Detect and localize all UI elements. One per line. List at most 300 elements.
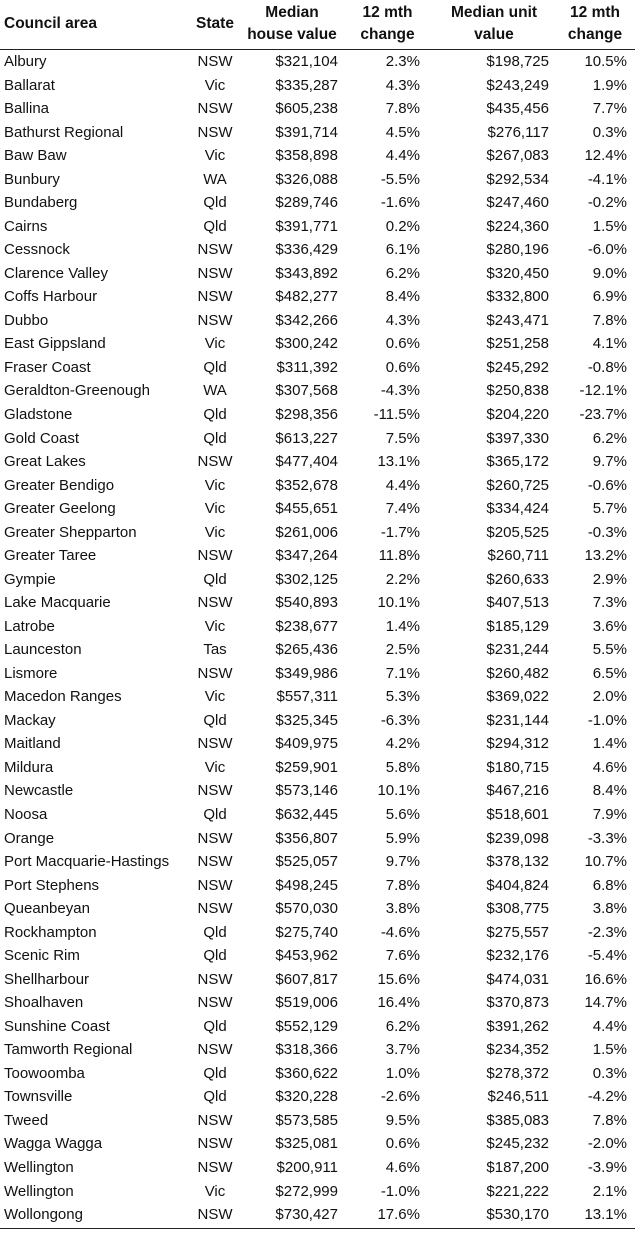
header-unit-12mth-change xyxy=(555,0,635,48)
cell-state: NSW xyxy=(197,1206,233,1224)
cell-median-unit-value: $243,471 xyxy=(486,311,549,329)
cell-unit-change: 3.6% xyxy=(592,617,627,635)
cell-state: Qld xyxy=(203,923,227,941)
cell-median-unit-value: $378,132 xyxy=(486,853,549,871)
cell-median-house-value: $336,429 xyxy=(275,241,338,259)
cell-state: NSW xyxy=(197,782,233,800)
cell-state: NSW xyxy=(197,288,233,306)
cell-median-unit-value: $391,262 xyxy=(486,1017,549,1035)
cell-council-area: Geraldton-Greenough xyxy=(4,382,150,400)
cell-house-change: 6.1% xyxy=(385,241,420,259)
cell-house-change: 0.6% xyxy=(385,1135,420,1153)
table-row xyxy=(0,779,635,803)
cell-house-change: -5.5% xyxy=(380,170,420,188)
cell-council-area: Sunshine Coast xyxy=(4,1017,110,1035)
cell-state: NSW xyxy=(197,241,233,259)
cell-median-unit-value: $234,352 xyxy=(486,1041,549,1059)
cell-unit-change: -23.7% xyxy=(579,405,627,423)
cell-house-change: 13.1% xyxy=(377,453,420,471)
table-row xyxy=(0,921,635,945)
cell-median-house-value: $632,445 xyxy=(275,806,338,823)
cell-state: WA xyxy=(203,170,227,188)
cell-council-area: Wellington xyxy=(4,1158,74,1176)
table-body xyxy=(0,50,635,1227)
table-row xyxy=(0,850,635,874)
table-row xyxy=(0,944,635,968)
cell-unit-change: 7.8% xyxy=(592,311,627,329)
cell-unit-change: -0.3% xyxy=(587,523,627,541)
cell-house-change: 5.9% xyxy=(385,829,420,847)
cell-state: Qld xyxy=(203,1064,227,1082)
cell-state: Qld xyxy=(203,358,227,376)
cell-unit-change: 16.6% xyxy=(584,970,627,988)
cell-state: NSW xyxy=(197,594,233,612)
cell-house-change: -4.6% xyxy=(380,923,420,941)
cell-median-unit-value: $260,633 xyxy=(486,570,549,588)
table-row xyxy=(0,1015,635,1039)
cell-unit-change: -0.6% xyxy=(587,476,627,494)
cell-median-house-value: $455,651 xyxy=(275,500,338,518)
cell-state: NSW xyxy=(197,264,233,282)
table-row xyxy=(0,285,635,309)
cell-median-house-value: $607,817 xyxy=(275,970,338,988)
cell-state: Vic xyxy=(204,500,226,518)
table-row xyxy=(0,474,635,498)
cell-house-change: 5.6% xyxy=(385,806,420,823)
table-row xyxy=(0,897,635,921)
cell-council-area: Bundaberg xyxy=(4,194,78,212)
cell-state: NSW xyxy=(197,853,233,871)
cell-median-unit-value: $332,800 xyxy=(486,288,549,306)
cell-unit-change: 1.5% xyxy=(592,217,627,235)
cell-house-change: 7.8% xyxy=(385,876,420,894)
table-row xyxy=(0,121,635,145)
cell-median-unit-value: $280,196 xyxy=(486,241,549,259)
cell-median-unit-value: $231,244 xyxy=(486,641,549,659)
cell-unit-change: 8.4% xyxy=(592,782,627,800)
cell-median-unit-value: $370,873 xyxy=(486,994,549,1012)
cell-median-house-value: $311,392 xyxy=(276,358,338,376)
cell-state: NSW xyxy=(197,453,233,471)
cell-council-area: Baw Baw xyxy=(4,147,67,165)
table-row xyxy=(0,191,635,215)
cell-state: Vic xyxy=(204,76,226,94)
cell-house-change: 0.6% xyxy=(385,358,420,376)
cell-median-house-value: $552,129 xyxy=(275,1017,338,1035)
cell-council-area: Great Lakes xyxy=(4,453,86,471)
cell-house-change: 7.5% xyxy=(385,429,420,447)
cell-unit-change: 6.8% xyxy=(592,876,627,894)
cell-median-house-value: $605,238 xyxy=(275,100,338,118)
table-row xyxy=(0,309,635,333)
table-row xyxy=(0,144,635,168)
cell-council-area: Newcastle xyxy=(4,782,74,800)
table-row xyxy=(0,1132,635,1156)
cell-unit-change: 6.9% xyxy=(592,288,627,306)
cell-median-house-value: $238,677 xyxy=(275,617,338,635)
cell-house-change: 6.2% xyxy=(385,264,420,282)
table-row xyxy=(0,379,635,403)
table-row xyxy=(0,521,635,545)
cell-council-area: Bunbury xyxy=(4,170,60,188)
cell-median-house-value: $557,311 xyxy=(276,688,338,706)
cell-state: Qld xyxy=(203,194,227,212)
cell-median-house-value: $343,892 xyxy=(275,264,338,282)
cell-council-area: Townsville xyxy=(4,1088,73,1106)
cell-median-house-value: $298,356 xyxy=(275,405,338,423)
cell-median-house-value: $540,893 xyxy=(275,594,338,612)
cell-median-unit-value: $245,292 xyxy=(486,358,549,376)
cell-median-house-value: $352,678 xyxy=(275,476,338,494)
header-median-unit-value-line1: Median unit xyxy=(450,4,538,21)
cell-council-area: Orange xyxy=(4,829,55,847)
cell-median-unit-value: $369,022 xyxy=(486,688,549,706)
cell-median-house-value: $409,975 xyxy=(275,735,338,753)
cell-median-house-value: $318,366 xyxy=(275,1041,338,1059)
table-row xyxy=(0,74,635,98)
cell-unit-change: -5.4% xyxy=(587,947,627,965)
cell-council-area: Fraser Coast xyxy=(4,358,91,376)
header-state xyxy=(190,0,240,48)
cell-unit-change: 2.9% xyxy=(592,570,627,588)
cell-unit-change: 0.3% xyxy=(592,1064,627,1082)
cell-median-unit-value: $278,372 xyxy=(486,1064,549,1082)
cell-council-area: Wellington xyxy=(4,1182,74,1200)
cell-unit-change: 2.1% xyxy=(592,1182,627,1200)
cell-council-area: Gladstone xyxy=(4,405,73,423)
cell-median-unit-value: $185,129 xyxy=(486,617,549,635)
cell-council-area: Lismore xyxy=(4,664,58,682)
cell-council-area: Tweed xyxy=(4,1111,49,1129)
cell-house-change: 6.2% xyxy=(385,1017,420,1035)
cell-median-house-value: $356,807 xyxy=(275,829,338,847)
cell-median-unit-value: $198,725 xyxy=(486,53,549,70)
table-row xyxy=(0,1062,635,1086)
cell-median-unit-value: $294,312 xyxy=(486,735,549,753)
cell-council-area: Dubbo xyxy=(4,311,49,329)
cell-unit-change: -0.8% xyxy=(587,358,627,376)
cell-median-unit-value: $474,031 xyxy=(486,970,549,988)
cell-median-unit-value: $407,513 xyxy=(486,594,549,612)
cell-house-change: -1.6% xyxy=(380,194,420,212)
cell-unit-change: -6.0% xyxy=(587,241,627,259)
cell-council-area: Toowoomba xyxy=(4,1064,85,1082)
cell-house-change: 9.5% xyxy=(385,1111,420,1129)
cell-median-unit-value: $404,824 xyxy=(486,876,549,894)
cell-house-change: 1.0% xyxy=(385,1064,420,1082)
table-row xyxy=(0,97,635,121)
cell-unit-change: 13.2% xyxy=(584,547,627,565)
cell-median-house-value: $349,986 xyxy=(275,664,338,682)
cell-state: Vic xyxy=(204,147,226,165)
cell-state: NSW xyxy=(197,100,233,118)
table-row xyxy=(0,168,635,192)
cell-state: Qld xyxy=(203,711,227,729)
cell-unit-change: 7.7% xyxy=(592,100,627,118)
cell-house-change: 5.3% xyxy=(385,688,420,706)
cell-median-house-value: $326,088 xyxy=(275,170,338,188)
cell-council-area: Port Stephens xyxy=(4,876,100,894)
cell-median-house-value: $302,125 xyxy=(275,570,338,588)
cell-house-change: 10.1% xyxy=(377,594,420,612)
cell-council-area: Shoalhaven xyxy=(4,994,84,1012)
cell-unit-change: 4.6% xyxy=(592,758,627,776)
table-row xyxy=(0,756,635,780)
cell-median-unit-value: $530,170 xyxy=(486,1206,549,1224)
cell-council-area: Mildura xyxy=(4,758,54,776)
header-state-text: State xyxy=(196,15,234,32)
cell-median-house-value: $325,345 xyxy=(275,711,338,729)
cell-state: NSW xyxy=(197,1111,233,1129)
cell-unit-change: 1.4% xyxy=(592,735,627,753)
cell-median-unit-value: $320,450 xyxy=(486,264,549,282)
cell-council-area: Greater Bendigo xyxy=(4,476,115,494)
table-row xyxy=(0,332,635,356)
table-row xyxy=(0,50,635,74)
cell-median-unit-value: $435,456 xyxy=(486,100,549,118)
cell-median-unit-value: $232,176 xyxy=(486,947,549,965)
cell-state: NSW xyxy=(197,664,233,682)
cell-unit-change: -0.2% xyxy=(587,194,627,212)
header-median-house-value-line2: house value xyxy=(247,26,337,43)
cell-council-area: Coffs Harbour xyxy=(4,288,98,306)
cell-house-change: 7.8% xyxy=(385,100,420,118)
cell-median-house-value: $335,287 xyxy=(275,76,338,94)
cell-house-change: 2.2% xyxy=(385,570,420,588)
cell-state: Qld xyxy=(203,429,227,447)
cell-state: Qld xyxy=(203,217,227,235)
cell-unit-change: 6.5% xyxy=(592,664,627,682)
cell-median-house-value: $259,901 xyxy=(275,758,338,776)
cell-median-house-value: $325,081 xyxy=(275,1135,338,1153)
cell-council-area: Cessnock xyxy=(4,241,70,259)
cell-council-area: Macedon Ranges xyxy=(4,688,122,706)
cell-council-area: Shellharbour xyxy=(4,970,90,988)
cell-house-change: 11.8% xyxy=(378,547,420,565)
header-council-area xyxy=(4,0,184,48)
cell-median-house-value: $573,146 xyxy=(275,782,338,800)
cell-council-area: Port Macquarie-Hastings xyxy=(4,853,170,871)
cell-unit-change: 2.0% xyxy=(592,688,627,706)
cell-unit-change: 1.5% xyxy=(592,1041,627,1059)
cell-median-house-value: $265,436 xyxy=(275,641,338,659)
cell-house-change: 4.5% xyxy=(385,123,420,141)
table-row xyxy=(0,497,635,521)
cell-state: Vic xyxy=(204,476,226,494)
cell-unit-change: -3.3% xyxy=(587,829,627,847)
table-row xyxy=(0,732,635,756)
table-row xyxy=(0,403,635,427)
cell-unit-change: 9.7% xyxy=(592,453,627,471)
cell-state: Qld xyxy=(203,806,227,823)
table-row xyxy=(0,662,635,686)
cell-council-area: Greater Geelong xyxy=(4,500,116,518)
cell-state: NSW xyxy=(197,53,233,70)
cell-unit-change: 5.7% xyxy=(592,500,627,518)
cell-house-change: 2.5% xyxy=(385,641,420,659)
cell-council-area: Greater Shepparton xyxy=(4,523,137,541)
cell-state: Qld xyxy=(203,405,227,423)
cell-median-unit-value: $205,525 xyxy=(486,523,549,541)
table-row xyxy=(0,991,635,1015)
cell-unit-change: 10.5% xyxy=(584,53,627,70)
header-median-house-value-line1: Median xyxy=(265,4,319,21)
cell-unit-change: 5.5% xyxy=(592,641,627,659)
cell-unit-change: 0.3% xyxy=(592,123,627,141)
cell-state: NSW xyxy=(197,547,233,565)
table-row xyxy=(0,1203,635,1227)
cell-council-area: Rockhampton xyxy=(4,923,97,941)
cell-house-change: -2.6% xyxy=(380,1088,420,1106)
cell-unit-change: -3.9% xyxy=(587,1158,627,1176)
cell-median-unit-value: $243,249 xyxy=(486,76,549,94)
cell-council-area: Tamworth Regional xyxy=(4,1041,133,1059)
cell-house-change: -1.7% xyxy=(380,523,420,541)
table-row xyxy=(0,544,635,568)
cell-median-unit-value: $251,258 xyxy=(486,335,549,353)
table-row xyxy=(0,685,635,709)
cell-median-unit-value: $239,098 xyxy=(486,829,549,847)
cell-house-change: 4.4% xyxy=(385,147,420,165)
cell-state: NSW xyxy=(197,900,233,918)
cell-council-area: Queanbeyan xyxy=(4,900,90,918)
cell-house-change: 16.4% xyxy=(377,994,420,1012)
table-header xyxy=(0,0,635,48)
cell-median-unit-value: $267,083 xyxy=(486,147,549,165)
cell-state: NSW xyxy=(197,1041,233,1059)
cell-unit-change: -2.0% xyxy=(587,1135,627,1153)
cell-house-change: 17.6% xyxy=(377,1206,420,1224)
cell-median-house-value: $482,277 xyxy=(275,288,338,306)
cell-unit-change: 4.4% xyxy=(592,1017,627,1035)
table-row xyxy=(0,427,635,451)
cell-state: Qld xyxy=(203,1017,227,1035)
cell-unit-change: 7.8% xyxy=(592,1111,627,1129)
table-row xyxy=(0,968,635,992)
cell-council-area: Albury xyxy=(4,53,47,70)
header-council-area-text: Council area xyxy=(4,15,98,32)
cell-unit-change: 13.1% xyxy=(584,1206,627,1224)
table-row xyxy=(0,1156,635,1180)
cell-unit-change: 12.4% xyxy=(584,147,627,165)
cell-median-house-value: $347,264 xyxy=(275,547,338,565)
cell-unit-change: 7.3% xyxy=(592,594,627,612)
cell-council-area: Ballarat xyxy=(4,76,55,94)
cell-unit-change: -1.0% xyxy=(587,711,627,729)
cell-median-house-value: $498,245 xyxy=(275,876,338,894)
cell-median-unit-value: $276,117 xyxy=(487,123,549,141)
cell-median-unit-value: $231,144 xyxy=(486,711,549,729)
cell-state: NSW xyxy=(197,1158,233,1176)
table-row xyxy=(0,215,635,239)
header-median-house-value xyxy=(242,0,342,48)
cell-council-area: Cairns xyxy=(4,217,48,235)
cell-median-unit-value: $180,715 xyxy=(486,758,549,776)
cell-unit-change: -4.1% xyxy=(587,170,627,188)
cell-house-change: 10.1% xyxy=(377,782,420,800)
cell-unit-change: 10.7% xyxy=(584,853,627,871)
cell-unit-change: -12.1% xyxy=(579,382,627,400)
cell-council-area: Scenic Rim xyxy=(4,947,80,965)
cell-unit-change: 3.8% xyxy=(592,900,627,918)
header-median-unit-value xyxy=(434,0,554,48)
cell-median-unit-value: $260,725 xyxy=(486,476,549,494)
cell-house-change: 4.4% xyxy=(385,476,420,494)
cell-median-unit-value: $385,083 xyxy=(486,1111,549,1129)
cell-median-unit-value: $246,511 xyxy=(487,1088,549,1106)
cell-state: Tas xyxy=(203,641,227,659)
cell-unit-change: 14.7% xyxy=(584,994,627,1012)
cell-council-area: Noosa xyxy=(4,806,48,823)
cell-council-area: Wollongong xyxy=(4,1206,83,1224)
cell-house-change: -4.3% xyxy=(380,382,420,400)
cell-house-change: -1.0% xyxy=(380,1182,420,1200)
cell-unit-change: -2.3% xyxy=(587,923,627,941)
cell-median-unit-value: $518,601 xyxy=(486,806,549,823)
cell-house-change: 4.3% xyxy=(385,311,420,329)
cell-house-change: 0.2% xyxy=(385,217,420,235)
cell-median-house-value: $275,740 xyxy=(275,923,338,941)
header-median-unit-value-line2: value xyxy=(474,26,514,43)
cell-council-area: Latrobe xyxy=(4,617,55,635)
cell-house-change: 8.4% xyxy=(385,288,420,306)
cell-state: NSW xyxy=(197,311,233,329)
cell-unit-change: 9.0% xyxy=(592,264,627,282)
cell-median-house-value: $613,227 xyxy=(275,429,338,447)
cell-median-unit-value: $260,482 xyxy=(486,664,549,682)
cell-median-house-value: $358,898 xyxy=(275,147,338,165)
table-row xyxy=(0,262,635,286)
cell-median-house-value: $573,585 xyxy=(275,1111,338,1129)
cell-house-change: 1.4% xyxy=(385,617,420,635)
cell-median-house-value: $289,746 xyxy=(275,194,338,212)
cell-unit-change: 7.9% xyxy=(592,806,627,823)
cell-median-unit-value: $250,838 xyxy=(486,382,549,400)
cell-house-change: 7.6% xyxy=(385,947,420,965)
cell-state: Vic xyxy=(204,688,226,706)
cell-state: WA xyxy=(203,382,227,400)
table-row xyxy=(0,827,635,851)
cell-median-unit-value: $247,460 xyxy=(486,194,549,212)
cell-state: Vic xyxy=(204,617,226,635)
table-row xyxy=(0,615,635,639)
table-row xyxy=(0,874,635,898)
header-unit-change-line1: 12 mth xyxy=(570,4,620,21)
cell-house-change: 7.1% xyxy=(385,664,420,682)
cell-state: Vic xyxy=(204,1182,226,1200)
table-row xyxy=(0,1085,635,1109)
table-row xyxy=(0,568,635,592)
cell-house-change: 4.3% xyxy=(385,76,420,94)
cell-house-change: 3.7% xyxy=(385,1041,420,1059)
cell-house-change: 4.6% xyxy=(385,1158,420,1176)
table-row xyxy=(0,709,635,733)
cell-state: Vic xyxy=(204,758,226,776)
cell-median-house-value: $261,006 xyxy=(275,523,338,541)
cell-state: NSW xyxy=(197,1135,233,1153)
cell-council-area: Gold Coast xyxy=(4,429,80,447)
cell-median-unit-value: $308,775 xyxy=(486,900,549,918)
cell-council-area: Ballina xyxy=(4,100,50,118)
cell-state: NSW xyxy=(197,829,233,847)
cell-council-area: Mackay xyxy=(4,711,56,729)
cell-median-unit-value: $365,172 xyxy=(486,453,549,471)
cell-median-house-value: $360,622 xyxy=(275,1064,338,1082)
cell-median-unit-value: $397,330 xyxy=(486,429,549,447)
cell-median-house-value: $391,771 xyxy=(275,217,338,235)
cell-unit-change: 6.2% xyxy=(592,429,627,447)
table-row xyxy=(0,1109,635,1133)
